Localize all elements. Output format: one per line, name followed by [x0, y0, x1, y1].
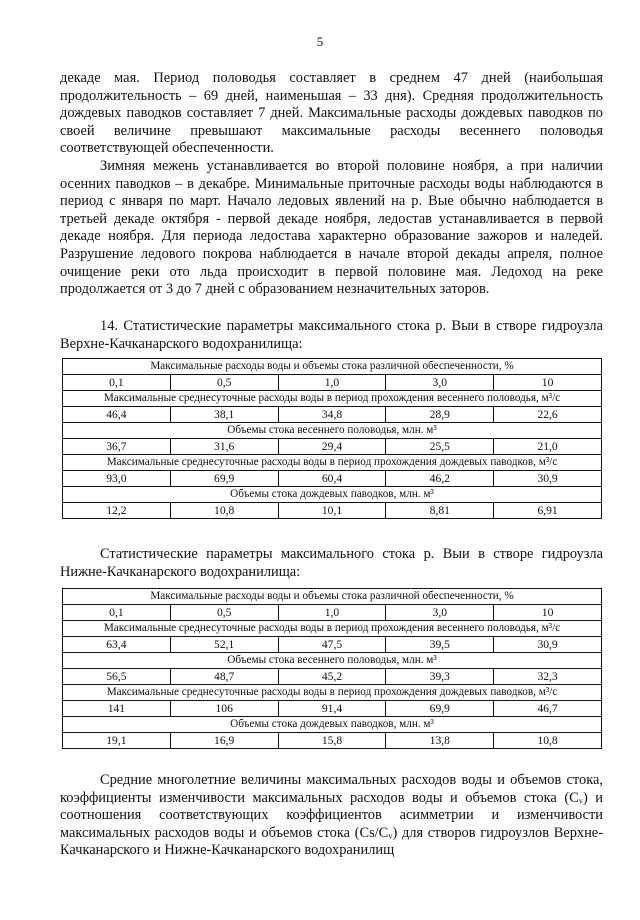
table-cell: 46,2: [386, 471, 494, 487]
table-cell: 1,0: [278, 375, 386, 391]
table-cell: 6,91: [494, 503, 602, 519]
table-header-rain-flow: Максимальные среднесуточные расходы воды в период прохождения дождевых паводков, м³/с: [63, 685, 602, 701]
table-cell: 93,0: [63, 471, 171, 487]
table-cell: 12,2: [63, 503, 171, 519]
table-cell: 69,9: [170, 471, 278, 487]
table-cell: 69,9: [386, 701, 494, 717]
table-cell: 0,5: [170, 605, 278, 621]
table-cell: 34,8: [278, 407, 386, 423]
table-cell: 1,0: [278, 605, 386, 621]
table-cell: 47,5: [278, 637, 386, 653]
paragraph-section-14: 14. Статистические параметры максимального стока р. Выи в створе гидроузла Верхне-Качканарского водохранилища:: [60, 318, 603, 352]
table-cell: 52,1: [170, 637, 278, 653]
table-header-spring-flow: Максимальные среднесуточные расходы воды в период прохождения весеннего половодья, м³/с: [63, 621, 602, 637]
page-number: 5: [316, 34, 324, 49]
table-cell: 91,4: [278, 701, 386, 717]
table-cell: 10,8: [494, 733, 602, 749]
table-header-rain-flow: Максимальные среднесуточные расходы воды в период прохождения дождевых паводков, м³/с: [63, 455, 602, 471]
table-cell: 39,3: [386, 669, 494, 685]
table-cell: 3,0: [386, 375, 494, 391]
table-cell: 15,8: [278, 733, 386, 749]
table-cell: 30,9: [494, 471, 602, 487]
table-cell: 39,5: [386, 637, 494, 653]
table-cell: 10,8: [170, 503, 278, 519]
table-cell: 8,81: [386, 503, 494, 519]
table-header-spring-volume: Объемы стока весеннего половодья, млн. м³: [63, 653, 602, 669]
table-cell: 31,6: [170, 439, 278, 455]
table-cell: 36,7: [63, 439, 171, 455]
table-cell: 10,1: [278, 503, 386, 519]
table-cell: 19,1: [63, 733, 171, 749]
paragraph-long-term-values: Средние многолетние величины максимальных расходов воды и объемов стока, коэффициенты изменчивости максимальных расходов воды и объемов стока (Cᵥ) и соотношения соответствующих коэффициентов асимметрии и изменчивости максимальных расходов воды и объемов стока (Cs/Cᵥ) для створов гидроузлов Верхне-Качканарского и Нижне-Качканарского водохранилищ: [60, 772, 603, 859]
table-cell: 3,0: [386, 605, 494, 621]
table-cell: 0,1: [63, 605, 171, 621]
table-cell: 10: [494, 375, 602, 391]
paragraph-nizhne-intro: Статистические параметры максимального стока р. Выи в створе гидроузла Нижне-Качканарского водохранилища:: [60, 546, 603, 580]
table-cell: 46,7: [494, 701, 602, 717]
table-cell: 56,5: [63, 669, 171, 685]
table-cell: 48,7: [170, 669, 278, 685]
paragraph-flood-period: декаде мая. Период половодья составляет в среднем 47 дней (наибольшая продолжительность – 69 дней, наименьшая – 33 дня). Средняя продолжительность дождевых паводков составляет 7 дней. Максимальные расходы дождевых паводков по своей величине превышают максимальные расходы весеннего половодья соответствующей обеспеченности.: [60, 70, 603, 157]
table-cell: 13,8: [386, 733, 494, 749]
table-header-rain-volume: Объемы стока дождевых паводков, млн. м³: [63, 487, 602, 503]
table-cell: 60,4: [278, 471, 386, 487]
table-cell: 38,1: [170, 407, 278, 423]
table-cell: 16,9: [170, 733, 278, 749]
paragraph-winter-lowwater: Зимняя межень устанавливается во второй половине ноября, а при наличии осенних паводков – в декабре. Минимальные приточные расходы воды наблюдаются в период с января по март. Начало ледовых явлений на р. Вые обычно наблюдается в третьей декаде октября - первой декаде ноября, ледостав устанавливается в первой декаде ноября. Для периода ледостава характерно образование зажоров и наледей. Разрушение ледового покрова наблюдается в начале второй декады апреля, полное очищение реки ото льда происходит в первой половине мая. Ледоход на реке продолжается от 3 до 7 дней с образованием незначительных заторов.: [60, 158, 603, 298]
table-cell: 46,4: [63, 407, 171, 423]
table-cell: 32,3: [494, 669, 602, 685]
table-cell: 0,1: [63, 375, 171, 391]
table-cell: 21,0: [494, 439, 602, 455]
table-nizhne-kachkanar: [62, 588, 602, 749]
table-cell: 29,4: [278, 439, 386, 455]
table-header-probability: Максимальные расходы воды и объемы стока различной обеспеченности, %: [63, 359, 602, 375]
table-cell: 25,5: [386, 439, 494, 455]
table-verkhne-kachkanar: [62, 358, 602, 519]
table-cell: 30,9: [494, 637, 602, 653]
table-cell: 28,9: [386, 407, 494, 423]
table-cell: 10: [494, 605, 602, 621]
table-cell: 106: [170, 701, 278, 717]
table-header-rain-volume: Объемы стока дождевых паводков, млн. м³: [63, 717, 602, 733]
table-cell: 141: [63, 701, 171, 717]
table-header-probability: Максимальные расходы воды и объемы стока различной обеспеченности, %: [63, 589, 602, 605]
table-header-spring-volume: Объемы стока весеннего половодья, млн. м³: [63, 423, 602, 439]
table-cell: 63,4: [63, 637, 171, 653]
table-cell: 22,6: [494, 407, 602, 423]
table-header-spring-flow: Максимальные среднесуточные расходы воды в период прохождения весеннего половодья, м³/с: [63, 391, 602, 407]
table-cell: 45,2: [278, 669, 386, 685]
table-cell: 0,5: [170, 375, 278, 391]
